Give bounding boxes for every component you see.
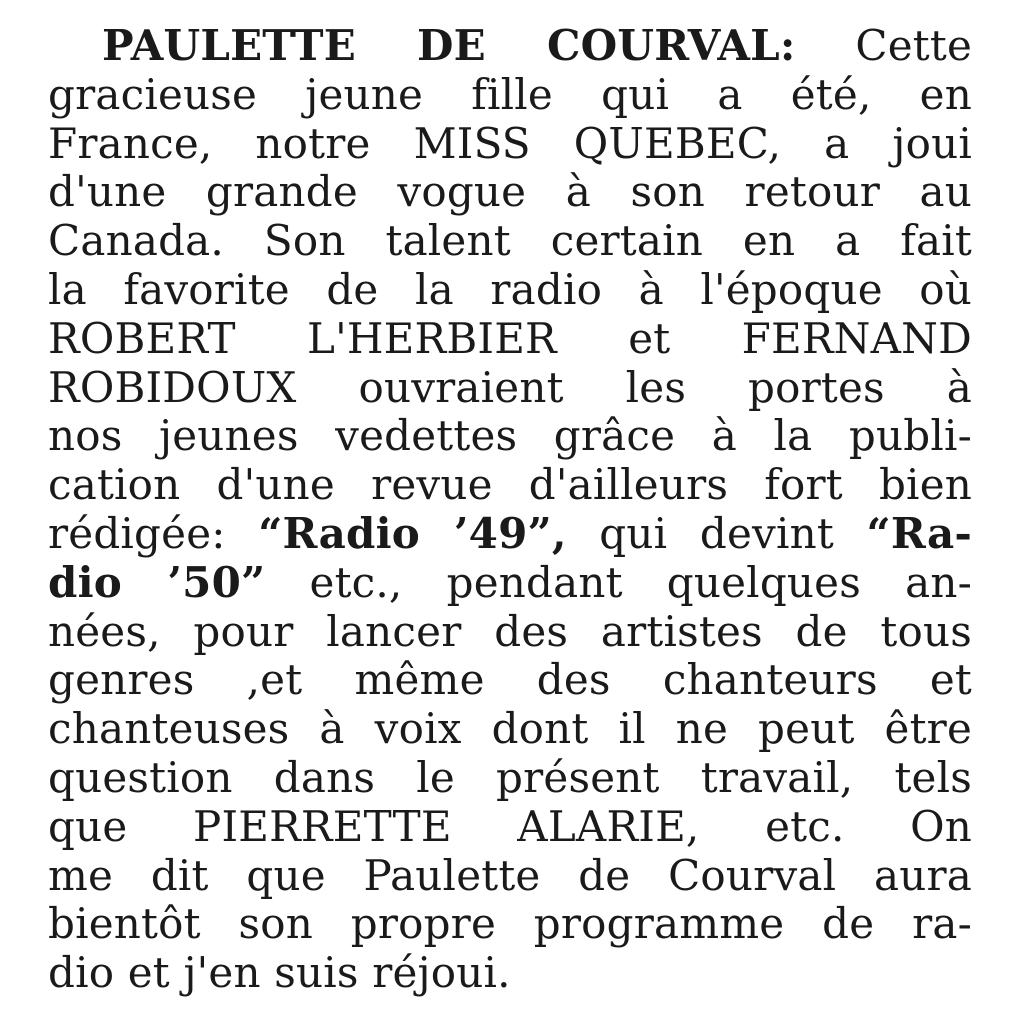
article-line	[48, 510, 972, 559]
article-line	[48, 71, 972, 120]
article-line	[48, 168, 972, 217]
article-line	[48, 217, 972, 266]
body-text: nées, pour lancer des artistes de tous	[48, 607, 972, 656]
body-text: qui devint	[566, 509, 867, 558]
body-text: France, notre MISS QUEBEC, a joui	[48, 119, 972, 168]
article-line	[48, 120, 972, 169]
bold-text: PAULETTE DE COURVAL:	[102, 22, 796, 70]
article-line	[48, 949, 972, 998]
article-line	[48, 656, 972, 705]
article-line	[48, 22, 972, 71]
body-text: chanteuses à voix dont il ne peut être	[48, 705, 972, 754]
body-text: nos jeunes vedettes grâce à la publi-	[48, 412, 972, 461]
body-text: la favorite de la radio à l'époque où	[48, 265, 972, 314]
article-line	[48, 412, 972, 461]
article-line	[48, 803, 972, 852]
body-text: d'une grande vogue à son retour au	[48, 168, 972, 217]
article-line	[48, 608, 972, 657]
body-text: question dans le présent travail, tels	[48, 753, 972, 802]
body-text: que PIERRETTE ALARIE, etc. On	[48, 802, 972, 851]
article-line	[48, 315, 972, 364]
article-line	[48, 461, 972, 510]
body-text: ROBIDOUX ouvraient les portes à	[48, 363, 972, 412]
body-text: dio et j'en suis réjoui.	[48, 949, 511, 998]
bold-text: “Ra-	[866, 509, 972, 558]
article-line	[48, 900, 972, 949]
article-line	[48, 559, 972, 608]
bold-text: “Radio ’49”,	[258, 509, 567, 558]
article-line	[48, 705, 972, 754]
body-text: etc., pendant quelques an-	[265, 558, 972, 607]
article-line	[48, 852, 972, 901]
body-text: cation d'une revue d'ailleurs fort bien	[48, 461, 972, 510]
body-text: bientôt son propre programme de ra-	[48, 900, 972, 949]
article-body	[48, 22, 972, 998]
body-text: rédigée:	[48, 509, 259, 558]
body-text: me dit que Paulette de Courval aura	[48, 851, 972, 900]
body-text: ROBERT L'HERBIER et FERNAND	[48, 314, 972, 363]
body-text: Cette	[795, 22, 972, 70]
body-text: gracieuse jeune fille qui a été, en	[48, 70, 972, 119]
body-text: Canada. Son talent certain en a fait	[48, 217, 972, 266]
article-line	[48, 364, 972, 413]
article-line	[48, 754, 972, 803]
bold-text: dio ’50”	[48, 558, 266, 607]
body-text: genres ,et même des chanteurs et	[48, 656, 972, 705]
article-line	[48, 266, 972, 315]
